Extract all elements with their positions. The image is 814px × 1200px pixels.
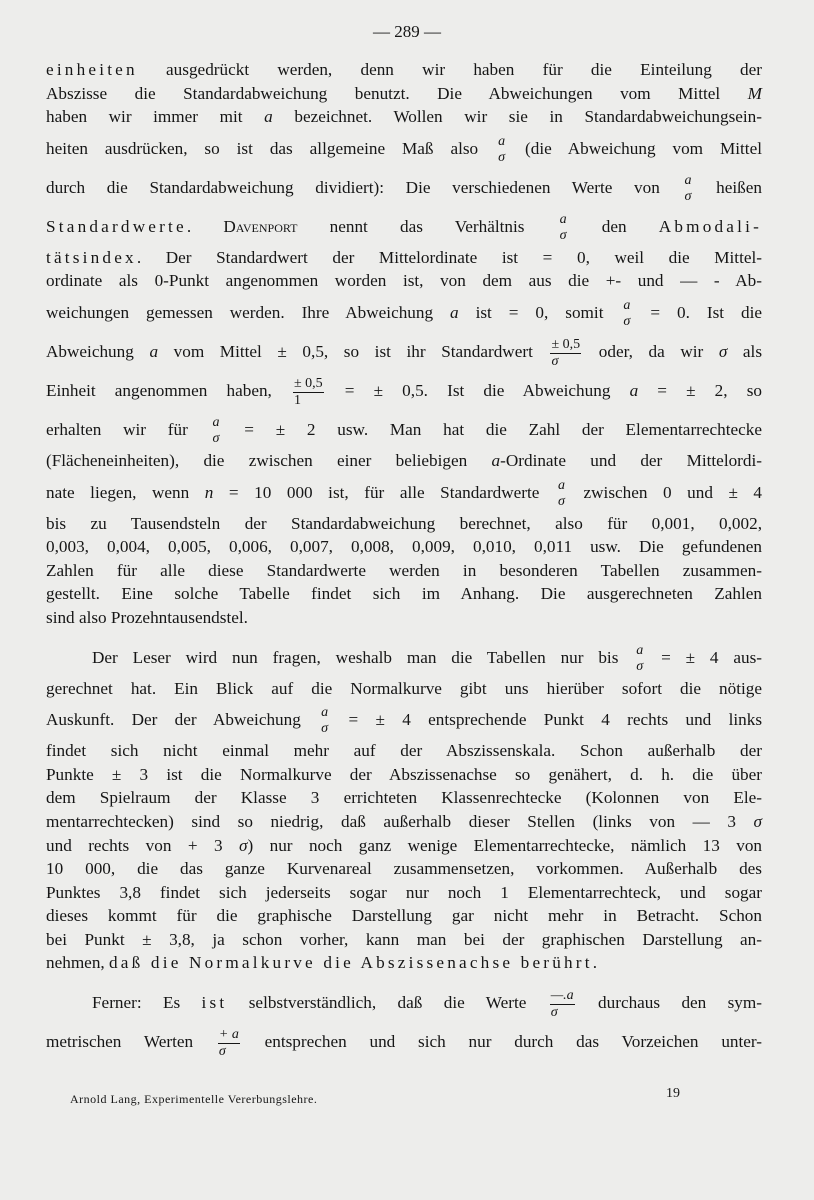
text-line-22: Auskunft. Der der Abweichung a σ = ± 4 entsprechende Punkt 4 rechts und links: [46, 705, 763, 737]
fraction-a-sigma: a σ: [321, 705, 329, 737]
text-line-14: nate liegen, wenn n = 10 000 ist, für alle Standardwerte a σ zwischen 0 und ± 4: [46, 477, 763, 509]
text-line-11: Einheit angenommen haben, $\frac{\pm 0,5}{1}$ = ± 0,5. Ist die Abweichung a = ± 2, so: [46, 375, 762, 408]
fraction-pos-a-sigma: $\frac{+ a}{\sigma}$: [218, 1026, 239, 1059]
text-line-10: Abweichung a vom Mittel ± 0,5, so ist ihr Standardwert $\frac{\pm 0,5}{\sigma}$ oder, da wir σ als: [46, 336, 763, 369]
text-line-19: sind also Prozehntausendstel.: [46, 607, 248, 627]
text-line-26: mentarrechtecken) sind so niedrig, daß außerhalb dieser Stellen (links von — 3 σ: [46, 811, 762, 831]
text-line-29: Punktes 3,8 findet sich jederseits sogar nur noch 1 Elementarrechteck, und sogar: [46, 882, 762, 902]
fraction-a-sigma: a σ: [623, 298, 631, 330]
text-line-28: 10 000, die das ganze Kurvenareal zusammensetzen, vorkommen. Außerhalb des: [46, 859, 762, 879]
signature-mark: 19: [666, 1086, 680, 1101]
body-text: [46, 58, 762, 1061]
fraction-pm05-1: $\frac{\pm 0,5}{1}$: [293, 375, 323, 408]
text-line-31: bei Punkt ± 3,8, ja schon vorher, kann man bei der graphischen Darstellung an-: [46, 929, 762, 949]
fraction-a-sigma: a σ: [212, 415, 220, 447]
text-line-30: dieses kommt für die graphische Darstellung gar nicht mehr in Betracht. Schon: [46, 906, 762, 926]
text-line-3: haben wir immer mit a bezeichnet. Wollen wir sie in Standardabweichungsein-: [46, 107, 762, 127]
fraction-a-sigma: a σ: [557, 477, 565, 509]
fraction-pm05-sigma: $\frac{\pm 0,5}{\sigma}$: [551, 336, 581, 369]
text-line-6: Standardwerte. Davenport nennt das Verhältnis a σ den Abmodali-: [46, 211, 762, 243]
text-line-18: gestellt. Eine solche Tabelle findet sich im Anhang. Die ausgerechneten Zahlen: [46, 584, 762, 604]
text-line-23: findet sich nicht einmal mehr auf der Abszissenskala. Schon außerhalb der: [46, 741, 762, 761]
text-line-16: 0,003, 0,004, 0,005, 0,006, 0,007, 0,008, 0,009, 0,010, 0,011 usw. Die gefundenen: [46, 537, 762, 557]
text-line-15: bis zu Tausendsteln der Standardabweichung berechnet, also für 0,001, 0,002,: [46, 513, 762, 533]
text-line-13: (Flächeneinheiten), die zwischen einer beliebigen a-Ordinate und der Mittelordi-: [46, 450, 762, 470]
fraction-a-sigma: a σ: [498, 133, 506, 165]
text-line-33: Ferner: Es ist selbstverständlich, daß die Werte $\frac{—.a}{\sigma}$ durchaus den sym-: [92, 987, 762, 1020]
text-line-34: metrischen Werten $\frac{+ a}{\sigma}$ entsprechen und sich nur durch das Vorzeichen unter-: [46, 1026, 763, 1059]
fraction-a-sigma: a σ: [684, 172, 692, 204]
page-number: — 289 —: [373, 22, 441, 41]
text-line-21: gerechnet hat. Ein Blick auf die Normalkurve gibt uns hierüber sofort die nötige: [46, 678, 762, 698]
text-line-32: nehmen, daß die Normalkurve die Abszissenachse berührt.: [46, 953, 597, 973]
fraction-a-sigma: a σ: [636, 642, 644, 674]
text-line-5: durch die Standardabweichung dividiert): Die verschiedenen Werte von a σ heißen: [46, 172, 762, 204]
page-footer: [70, 1086, 680, 1107]
text-line-2: Abszisse die Standardabweichung benutzt. Die Abweichungen vom Mittel M: [46, 83, 762, 103]
text-line-8: ordinate als 0-Punkt angenommen worden ist, von dem aus die +- und — - Ab-: [46, 271, 762, 291]
text-line-20: Der Leser wird nun fragen, weshalb man die Tabellen nur bis a σ = ± 4 aus-: [92, 642, 763, 674]
text-line-27: und rechts von + 3 σ) nur noch ganz wenige Elementarrechtecke, nämlich 13 von: [46, 835, 763, 855]
fraction-neg-a-sigma: $\frac{—.a}{\sigma}$: [550, 987, 574, 1020]
text-line-9: weichungen gemessen werden. Ihre Abweichung a ist = 0, somit a σ = 0. Ist die: [46, 298, 762, 330]
text-line-4: heiten ausdrücken, so ist das allgemeine Maß also a σ (die Abweichung vom Mittel: [46, 133, 762, 165]
text-line-12: erhalten wir für a σ = ± 2 usw. Man hat die Zahl der Elementarrechtecke: [46, 415, 762, 447]
fraction-a-sigma: a σ: [559, 211, 567, 243]
text-line-17: Zahlen für alle diese Standardwerte werden in besonderen Tabellen zusammen-: [46, 560, 762, 580]
text-line-7: tätsindex. Der Standardwert der Mittelordinate ist = 0, weil die Mittel-: [46, 247, 762, 267]
footer-source: Arnold Lang, Experimentelle Vererbungslehre.: [70, 1092, 318, 1106]
text-line-25: dem Spielraum der Klasse 3 errichteten Klassenrechtecke (Kolonnen von Ele-: [46, 788, 762, 808]
text-line-1: einheiten ausgedrückt werden, denn wir haben für die Einteilung der: [46, 60, 762, 79]
text-line-24: Punkte ± 3 ist die Normalkurve der Abszissenachse so genähert, d. h. die über: [46, 764, 762, 784]
